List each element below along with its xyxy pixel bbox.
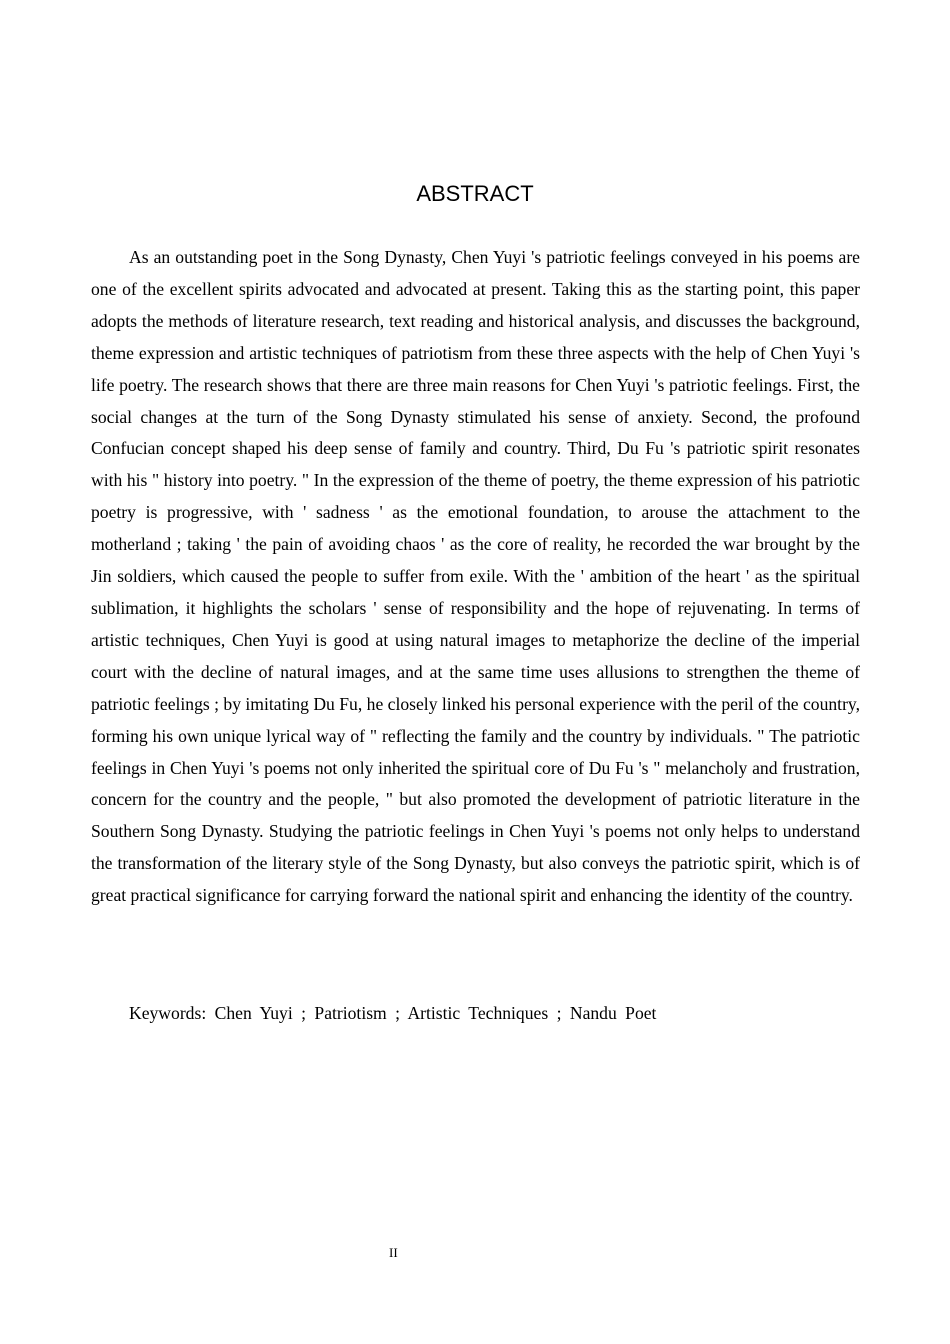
abstract-body: As an outstanding poet in the Song Dynasty, Chen Yuyi 's patriotic feelings conveyed in his poems are one of the excellent spirits advocated and advocated at present. Taking this as the starting point, this paper adopts the methods of literature research, text reading and historical analysis, and discusses the background, theme expression and artistic techniques of patriotism from these three aspects with the help of Chen Yuyi 's life poetry. The research shows that there are three main reasons for Chen Yuyi 's patriotic feelings. First, the social changes at the turn of the Song Dynasty stimulated his sense of anxiety. Second, the profound Confucian concept shaped his deep sense of family and country. Third, Du Fu 's patriotic spirit resonates with his " history into poetry. " In the expression of the theme of poetry, the theme expression of his patriotic poetry is progressive, with ' sadness ' as the emotional foundation, to arouse the attachment to the motherland ; taking ' the pain of avoiding chaos ' as the core of reality, he recorded the war brought by the Jin soldiers, which caused the people to suffer from exile. With the ' ambition of the heart ' as the spiritual sublimation, it highlights the scholars ' sense of responsibility and the hope of rejuvenating. In terms of artistic techniques, Chen Yuyi is good at using natural images to metaphorize the decline of the imperial court with the decline of natural images, and at the same time uses allusions to strengthen the theme of patriotic feelings ; by imitating Du Fu, he closely linked his personal experience with the peril of the country, forming his own unique lyrical way of " reflecting the family and the country by individuals. " The patriotic feelings in Chen Yuyi 's poems not only inherited the spiritual core of Du Fu 's " melancholy and frustration, concern for the country and the people, " but also promoted the development of patriotic literature in the Southern Song Dynasty. Studying the patriotic feelings in Chen Yuyi 's poems not only helps to understand the transformation of the literary style of the Song Dynasty, but also conveys the patriotic spirit, which is of great practical significance for carrying forward the national spirit and enhancing the identity of the country.	[91, 247, 860, 906]
keywords-line: Keywords: Chen Yuyi ; Patriotism ; Artistic Techniques ; Nandu Poet	[129, 1003, 657, 1023]
abstract-title: ABSTRACT	[416, 181, 534, 206]
page-number: II	[389, 1245, 398, 1260]
